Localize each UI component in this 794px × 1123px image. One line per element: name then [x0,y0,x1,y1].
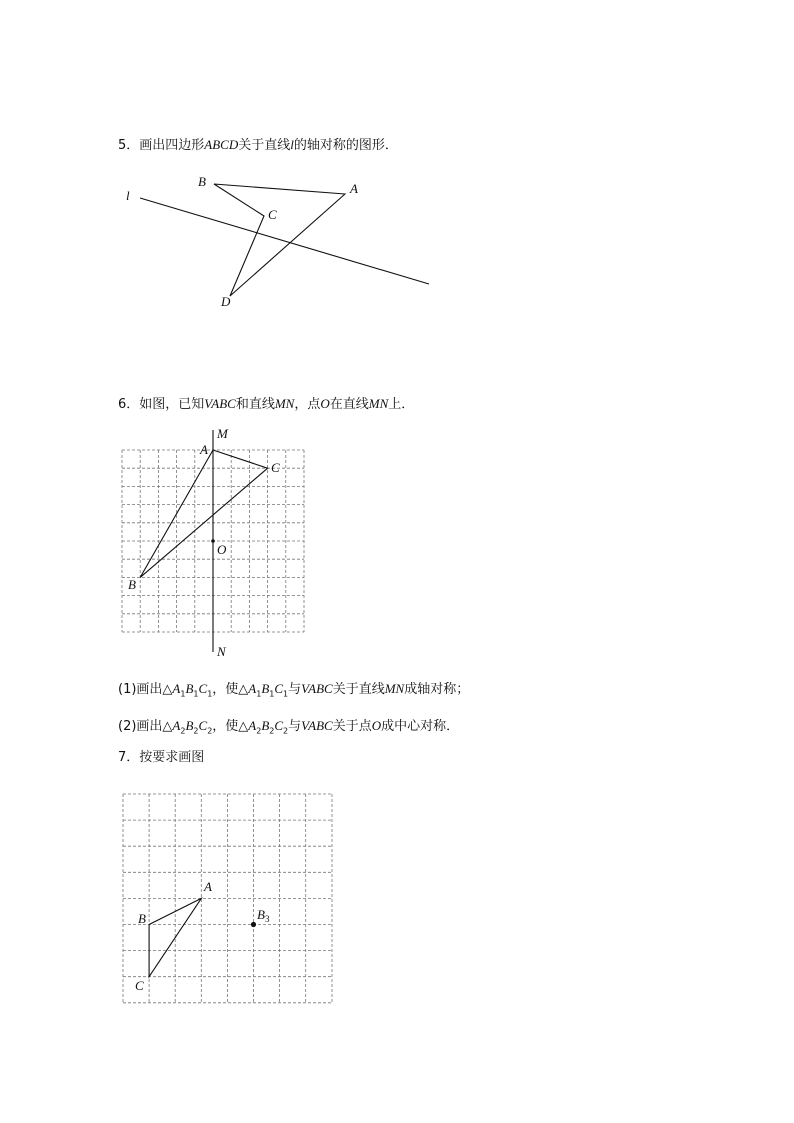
q2-vertex-c-2: C [274,718,284,733]
problem-5-text-b: 关于直线 [238,138,291,153]
q2-sub-c-2: 2 [283,726,289,736]
q2-mid: ，使△ [212,719,249,734]
q1-prefix: (1)画出△ [118,682,173,697]
line-l [140,198,429,284]
problem-6-text-e: 上． [388,397,415,412]
label-b3 [257,907,270,924]
label-c: C [135,978,144,993]
q1-sub-b-2: 1 [269,689,275,699]
q1-original-triangle: VABC [301,681,333,696]
label-b: B [138,911,146,926]
problem-7-figure [0,780,794,1010]
q1-sub-a-2: 1 [256,689,262,699]
q2-sub-c: 2 [207,726,213,736]
problem-6-number: 6． [118,397,140,412]
label-n: N [217,644,226,659]
label-b: B [128,577,136,592]
problem-6-question-2 [118,718,459,740]
problem-6-triangle-name: VABC [204,396,236,411]
q1-with: 与 [288,682,302,697]
q1-sub-a: 1 [180,689,186,699]
label-c: C [268,207,277,222]
q2-about: 关于点 [332,719,372,734]
problem-6-text-c: ，点 [294,397,321,412]
problem-6-line-name: MN [274,396,295,411]
q2-vertex-c: C [198,718,208,733]
label-m: M [217,426,228,441]
problem-7-statement [118,750,204,766]
problem-6-figure [0,420,794,665]
label-b3-subscript: 3 [264,914,270,924]
q2-sub-a-2: 2 [256,726,262,736]
problem-7-grid [123,794,332,1003]
q1-sub-c-2: 1 [283,689,289,699]
problem-5-line-name: l [290,137,294,152]
q2-end: 成中心对称． [381,719,460,734]
q2-with: 与 [288,719,302,734]
q1-vertex-c-2: C [274,681,284,696]
q2-vertex-a: A [172,718,181,733]
q1-about: 关于直线 [332,682,385,697]
q1-sub-c: 1 [207,689,213,699]
q2-sub-b-2: 2 [269,726,275,736]
problem-6-text-a: 如图，已知 [139,397,205,412]
problem-6-line-name-2: MN [368,396,389,411]
q2-vertex-b-2: B [261,718,270,733]
q2-sub-b: 2 [193,726,199,736]
label-c: C [271,460,280,475]
q1-line: MN [384,681,405,696]
problem-6-text-b: 和直线 [235,397,275,412]
label-l: l [126,188,130,203]
q1-vertex-b-2: B [261,681,270,696]
problem-5-figure [0,0,794,330]
label-a: A [350,181,358,196]
q1-vertex-b: B [185,681,194,696]
q1-vertex-a-2: A [248,681,257,696]
problem-6-question-1 [118,681,469,703]
point-o [211,539,215,543]
problem-6-text-d: 在直线 [329,397,369,412]
q1-vertex-a: A [172,681,181,696]
q2-prefix: (2)画出△ [118,719,173,734]
problem-6-statement [118,396,414,413]
q2-sub-a: 2 [180,726,186,736]
q2-vertex-a-2: A [248,718,257,733]
problem-7-text: 按要求画图 [139,750,205,765]
label-d: D [221,294,231,309]
q1-mid: ，使△ [212,682,249,697]
problem-5-text-a: 画出四边形 [139,138,205,153]
problem-6-point-name: O [320,396,330,411]
q1-end: 成轴对称； [404,682,470,697]
label-a: A [200,442,208,457]
label-b3-letter: B [257,907,265,922]
problem-7-number: 7． [118,750,140,765]
problem-5-quad-name: ABCD [204,137,239,152]
q2-vertex-b: B [185,718,194,733]
label-a: A [204,879,212,894]
triangle-abc [140,450,267,577]
label-b: B [198,174,206,189]
q2-original-triangle: VABC [301,718,333,733]
point-b3 [251,922,256,927]
q2-point: O [371,718,382,733]
problem-5-text-c: 的轴对称的图形． [293,138,398,153]
problem-5-number: 5． [118,138,140,153]
label-o: O [217,542,227,557]
q1-vertex-c: C [198,681,208,696]
q1-sub-b: 1 [193,689,199,699]
